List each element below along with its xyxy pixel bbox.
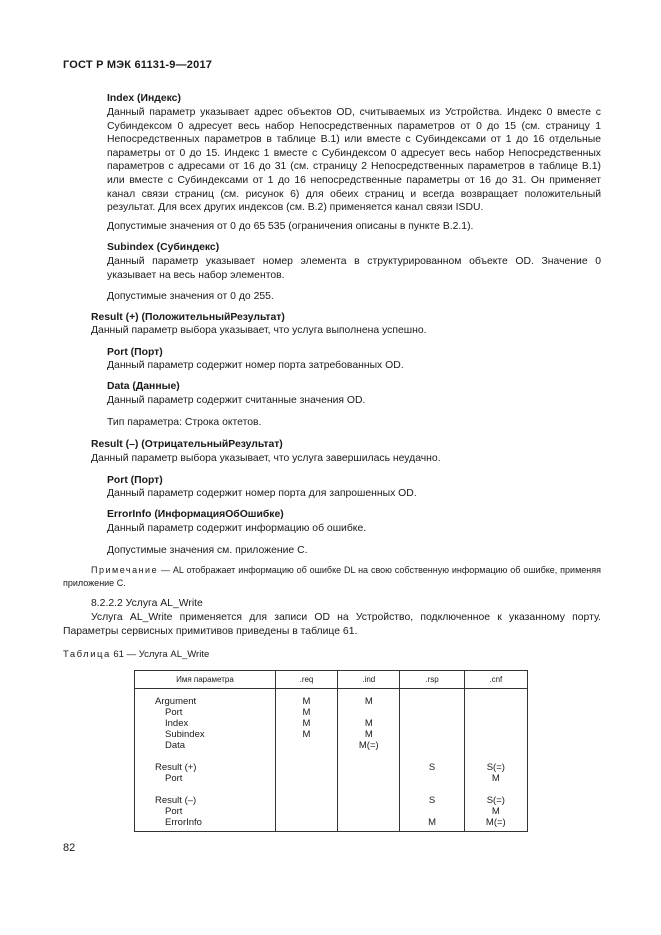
note bbox=[63, 564, 601, 589]
page-number: 82 bbox=[63, 842, 76, 854]
subindex-description: Данный параметр указывает номер элемента в структурированном объекте OD. Значение 0 указывает на весь набор элементов. bbox=[107, 256, 601, 281]
table-spacer-row bbox=[135, 751, 528, 762]
table-row bbox=[135, 718, 528, 729]
port-heading-1: Port (Порт) bbox=[107, 347, 163, 358]
param-ind bbox=[338, 762, 400, 773]
param-req bbox=[275, 740, 337, 751]
param-rsp: M bbox=[400, 817, 464, 832]
table-row bbox=[135, 795, 528, 806]
param-name: ErrorInfo bbox=[135, 817, 276, 832]
param-cnf: S(=) bbox=[464, 762, 527, 773]
param-name: Port bbox=[135, 707, 276, 718]
param-req: M bbox=[275, 707, 337, 718]
param-ind bbox=[338, 795, 400, 806]
table-caption-text: 61 — Услуга AL_Write bbox=[113, 649, 210, 660]
param-name: Port bbox=[135, 806, 276, 817]
param-ind: M bbox=[338, 729, 400, 740]
result-negative-description: Данный параметр выбора указывает, что услуга завершилась неудачно. bbox=[91, 453, 441, 464]
port-description-2: Данный параметр содержит номер порта для запрошенных OD. bbox=[107, 488, 417, 499]
data-heading: Data (Данные) bbox=[107, 381, 180, 392]
param-rsp bbox=[400, 773, 464, 784]
table-header-row bbox=[135, 671, 528, 689]
table-row bbox=[135, 707, 528, 718]
section-heading: 8.2.2.2 Услуга AL_Write bbox=[91, 598, 203, 609]
data-type: Тип параметра: Строка октетов. bbox=[107, 417, 262, 428]
subindex-allowed-values: Допустимые значения от 0 до 255. bbox=[107, 291, 274, 302]
param-rsp bbox=[400, 689, 464, 708]
port-heading-2: Port (Порт) bbox=[107, 475, 163, 486]
param-cnf bbox=[464, 729, 527, 740]
param-name: Result (–) bbox=[135, 795, 276, 806]
param-name: Index bbox=[135, 718, 276, 729]
index-allowed-values: Допустимые значения от 0 до 65 535 (ограничения описаны в пункте В.2.1). bbox=[107, 221, 474, 232]
subindex-heading: Subindex (Субиндекс) bbox=[107, 242, 220, 253]
param-ind bbox=[338, 707, 400, 718]
data-description: Данный параметр содержит считанные значения OD. bbox=[107, 395, 366, 406]
table-row bbox=[135, 729, 528, 740]
result-positive-description: Данный параметр выбора указывает, что услуга выполнена успешно. bbox=[91, 325, 427, 336]
table-row bbox=[135, 762, 528, 773]
result-positive-heading: Result (+) (ПоложительныйРезультат) bbox=[91, 312, 285, 323]
param-req: M bbox=[275, 729, 337, 740]
index-heading: Index (Индекс) bbox=[107, 93, 181, 104]
column-header-ind: .ind bbox=[338, 671, 400, 689]
table-row bbox=[135, 689, 528, 708]
param-rsp bbox=[400, 729, 464, 740]
param-rsp bbox=[400, 707, 464, 718]
param-ind bbox=[338, 817, 400, 832]
param-req bbox=[275, 773, 337, 784]
table-row bbox=[135, 740, 528, 751]
param-cnf: M bbox=[464, 773, 527, 784]
param-cnf bbox=[464, 707, 527, 718]
param-req bbox=[275, 795, 337, 806]
errorinfo-description: Данный параметр содержит информацию об ошибке. bbox=[107, 523, 367, 534]
column-header-cnf: .cnf bbox=[464, 671, 527, 689]
param-rsp: S bbox=[400, 795, 464, 806]
param-cnf: S(=) bbox=[464, 795, 527, 806]
param-req: M bbox=[275, 689, 337, 708]
table-caption-label: Таблица bbox=[63, 649, 111, 660]
document-header: ГОСТ Р МЭК 61131-9—2017 bbox=[63, 59, 213, 71]
param-cnf bbox=[464, 718, 527, 729]
al-write-parameter-table bbox=[134, 670, 528, 832]
note-text: — AL отображает информацию об ошибке DL на свою собственную информацию об ошибке, применяя приложение С. bbox=[63, 565, 601, 588]
result-negative-heading: Result (–) (ОтрицательныйРезультат) bbox=[91, 439, 283, 450]
param-cnf: M bbox=[464, 806, 527, 817]
param-ind bbox=[338, 806, 400, 817]
table-caption bbox=[63, 649, 209, 660]
param-rsp: S bbox=[400, 762, 464, 773]
param-req bbox=[275, 817, 337, 832]
table-spacer-row bbox=[135, 784, 528, 795]
param-ind bbox=[338, 773, 400, 784]
port-description-1: Данный параметр содержит номер порта затребованных OD. bbox=[107, 360, 404, 371]
param-name: Data bbox=[135, 740, 276, 751]
errorinfo-allowed-values: Допустимые значения см. приложение С. bbox=[107, 545, 308, 556]
column-header-rsp: .rsp bbox=[400, 671, 464, 689]
param-cnf bbox=[464, 740, 527, 751]
param-name: Subindex bbox=[135, 729, 276, 740]
param-name: Result (+) bbox=[135, 762, 276, 773]
param-cnf: M(=) bbox=[464, 817, 527, 832]
param-rsp bbox=[400, 718, 464, 729]
note-label: Примечание bbox=[91, 565, 159, 575]
param-ind: M(=) bbox=[338, 740, 400, 751]
column-header-name: Имя параметра bbox=[135, 671, 276, 689]
param-req: M bbox=[275, 718, 337, 729]
table-row bbox=[135, 773, 528, 784]
param-ind: M bbox=[338, 718, 400, 729]
param-req bbox=[275, 806, 337, 817]
section-description: Услуга AL_Write применяется для записи OD на Устройство, подключенное к указанному порту. Параметры сервисных примитивов приведены в таблице 61. bbox=[63, 612, 601, 637]
table-row bbox=[135, 806, 528, 817]
index-description: Данный параметр указывает адрес объектов OD, считываемых из Устройства. Индекс 0 вместе с Субиндексом 0 адресует весь набор Непосредственных параметров от 0 до 15 (см. страницу 1 Непосредственных параметров в таблице В.1) или вместе с Субиндексами от 1 до 16 отдельные параметры от 0 до 15. Индекс 1 вместе с Субиндексом 0 адресует весь набор Непосредственных параметров с адресами от 16 до 31 (см. страницу 2 Непосредственных параметров в таблице В.1) или вместе с Субиндексами от 1 до 16 непосредственные параметры от 16 до 31. Он применяет канал связи страниц (см. рисунок 6) для обеих страниц и всегда возвращает положительный результат. Для всех других индексов (см. В.2) применяется канал связи ISDU. bbox=[107, 107, 601, 214]
param-name: Port bbox=[135, 773, 276, 784]
errorinfo-heading: ErrorInfo (ИнформацияОбОшибке) bbox=[107, 509, 284, 520]
param-ind: M bbox=[338, 689, 400, 708]
table-row bbox=[135, 817, 528, 832]
column-header-req: .req bbox=[275, 671, 337, 689]
param-req bbox=[275, 762, 337, 773]
param-rsp bbox=[400, 806, 464, 817]
param-rsp bbox=[400, 740, 464, 751]
param-cnf bbox=[464, 689, 527, 708]
param-name: Argument bbox=[135, 689, 276, 708]
